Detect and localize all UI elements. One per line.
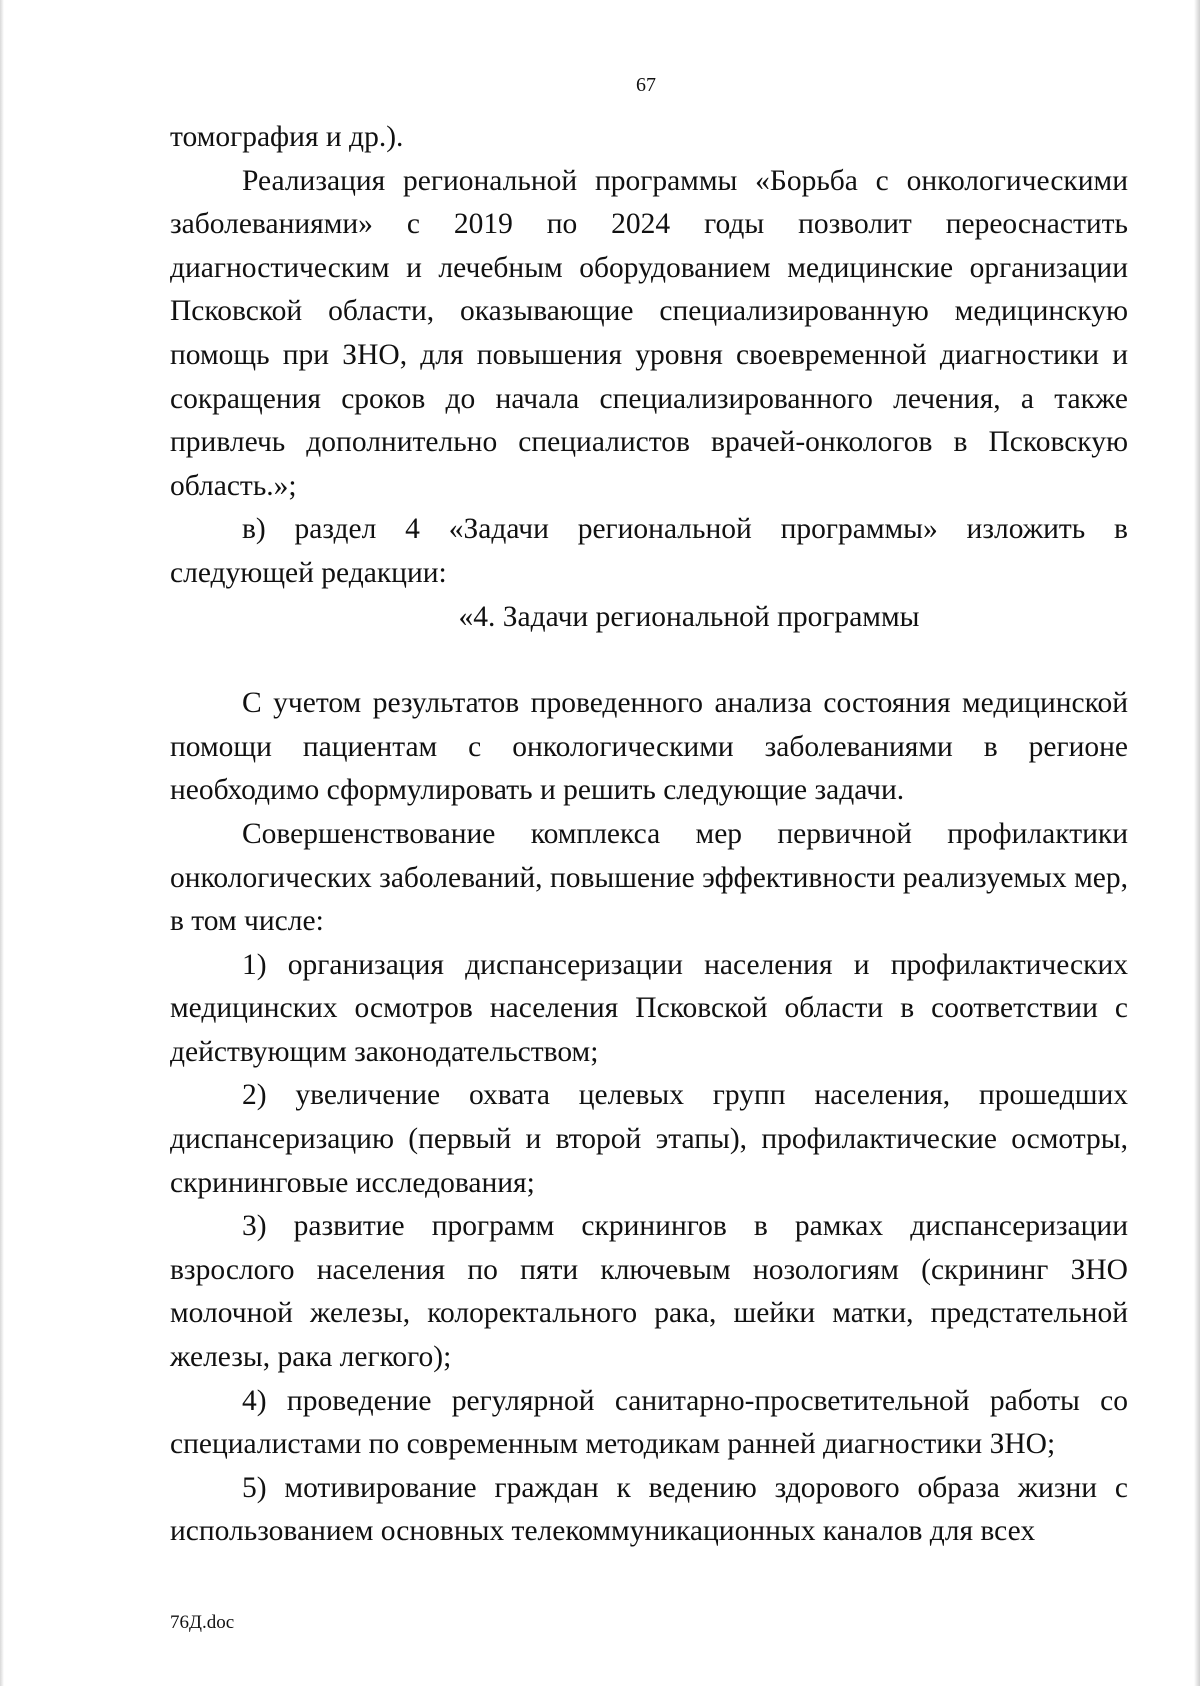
list-item-5: 5) мотивирование граждан к ведению здорового образа жизни с использованием основных телекоммуникационных каналов для всех: [170, 1471, 1128, 1548]
list-item-3: 3) развитие программ скринингов в рамках диспансеризации взрослого населения по пяти ключевым нозологиям (скрининг ЗНО молочной железы, колоректального рака, шейки матки, предстательной железы, рака легкого);: [170, 1210, 1128, 1374]
scan-edge-left: [0, 0, 4, 1686]
paragraph-continuation: томография и др.).: [170, 121, 404, 153]
list-item-1: 1) организация диспансеризации населения и профилактических медицинских осмотров населения Псковской области в соответствии с действующим законодательством;: [170, 948, 1128, 1068]
list-item-2: 2) увеличение охвата целевых групп населения, прошедших диспансеризацию (первый и второй этапы), профилактические осмотры, скрининговые исследования;: [170, 1079, 1128, 1199]
paragraph-section-amendment: в) раздел 4 «Задачи региональной программы» изложить в следующей редакции:: [170, 513, 1128, 589]
scan-edge-right: [1194, 0, 1200, 1686]
paragraph-prevention-measures: Совершенствование комплекса мер первичной профилактики онкологических заболеваний, повышение эффективности реализуемых мер, в том числе:: [170, 817, 1128, 938]
paragraph-analysis-results: С учетом результатов проведенного анализа состояния медицинской помощи пациентам с онкологическими заболеваниями в регионе необходимо сформулировать и решить следующие задачи.: [170, 687, 1128, 807]
page-number: 67: [636, 74, 656, 96]
section-heading: «4. Задачи региональной программы: [458, 600, 920, 633]
spacer: [170, 639, 1128, 682]
list-item-4: 4) проведение регулярной санитарно-просветительной работы со специалистами по современным методикам ранней диагностики ЗНО;: [170, 1384, 1128, 1461]
paragraph-program-implementation: Реализация региональной программы «Борьба с онкологическими заболеваниями» с 2019 по 2024 годы позволит переоснастить диагностическим и лечебным оборудованием медицинские организации Псковской области, оказывающие специализированную медицинскую помощь при ЗНО, для повышения уровня своевременной диагностики и сокращения сроков до начала специализированного лечения, а также привлечь дополнительно специалистов врачей-онкологов в Псковскую область.»;: [170, 164, 1128, 502]
footer-filename: 76Д.doc: [170, 1612, 235, 1633]
document-body: [170, 116, 1128, 1554]
